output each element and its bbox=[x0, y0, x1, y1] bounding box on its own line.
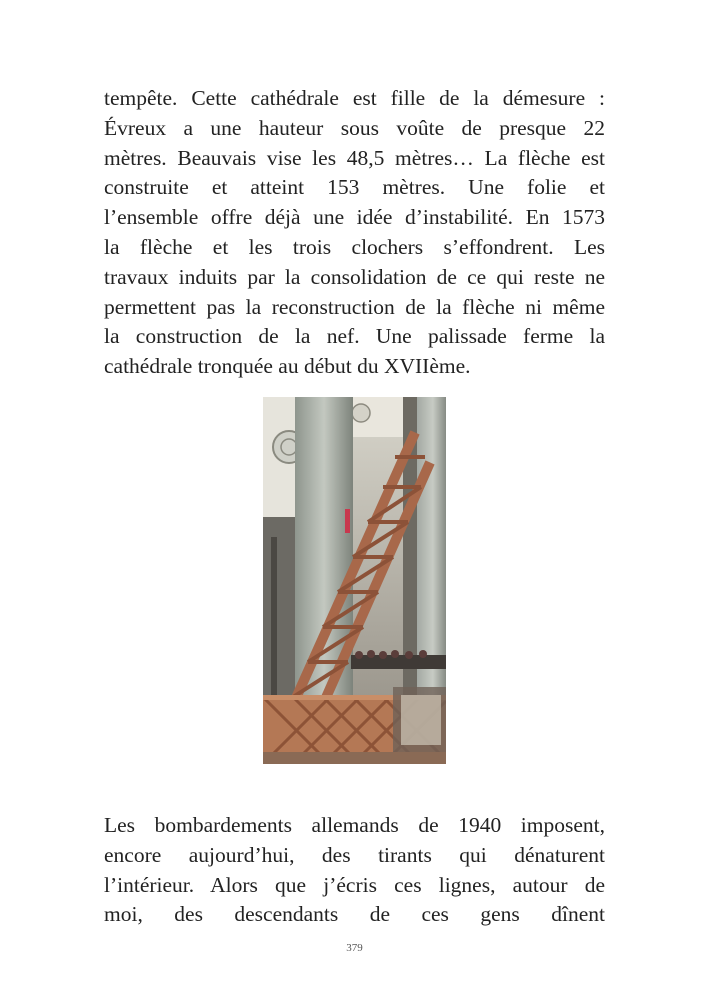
text-line: la construction de la nef. Une palissade ferme la bbox=[104, 324, 605, 349]
text-line: Les bombardements allemands de 1940 imposent, bbox=[104, 813, 605, 837]
text-line: permettent pas la reconstruction de la flèche ni même bbox=[104, 294, 605, 319]
text-line: la flèche et les trois clochers s’effondrent. Les bbox=[104, 234, 605, 259]
text-line: l’ensemble offre déjà une idée d’instabilité. En 1573 bbox=[104, 205, 605, 230]
text-line: Évreux a une hauteur sous voûte de presque 22 bbox=[104, 115, 605, 140]
paragraph-2 bbox=[104, 811, 605, 930]
text-line: mètres. Beauvais vise les 48,5 mètres… La flèche est bbox=[104, 145, 605, 170]
text-line: cathédrale tronquée au début du XVIIème. bbox=[104, 354, 471, 379]
text-line: moi, des descendants de ces gens dînent bbox=[104, 902, 605, 927]
text-line: construite et atteint 153 mètres. Une folie et bbox=[104, 175, 605, 200]
cathedral-scaffolding-photo bbox=[263, 397, 446, 764]
paragraph-1 bbox=[104, 84, 605, 382]
text-line: l’intérieur. Alors que j’écris ces lignes, autour de bbox=[104, 872, 605, 897]
page-number: 379 bbox=[346, 942, 363, 954]
text-line: tempête. Cette cathédrale est fille de la démesure : bbox=[104, 86, 605, 110]
text-line: travaux induits par la consolidation de ce qui reste ne bbox=[104, 264, 605, 289]
text-line: encore aujourd’hui, des tirants qui dénaturent bbox=[104, 842, 605, 867]
